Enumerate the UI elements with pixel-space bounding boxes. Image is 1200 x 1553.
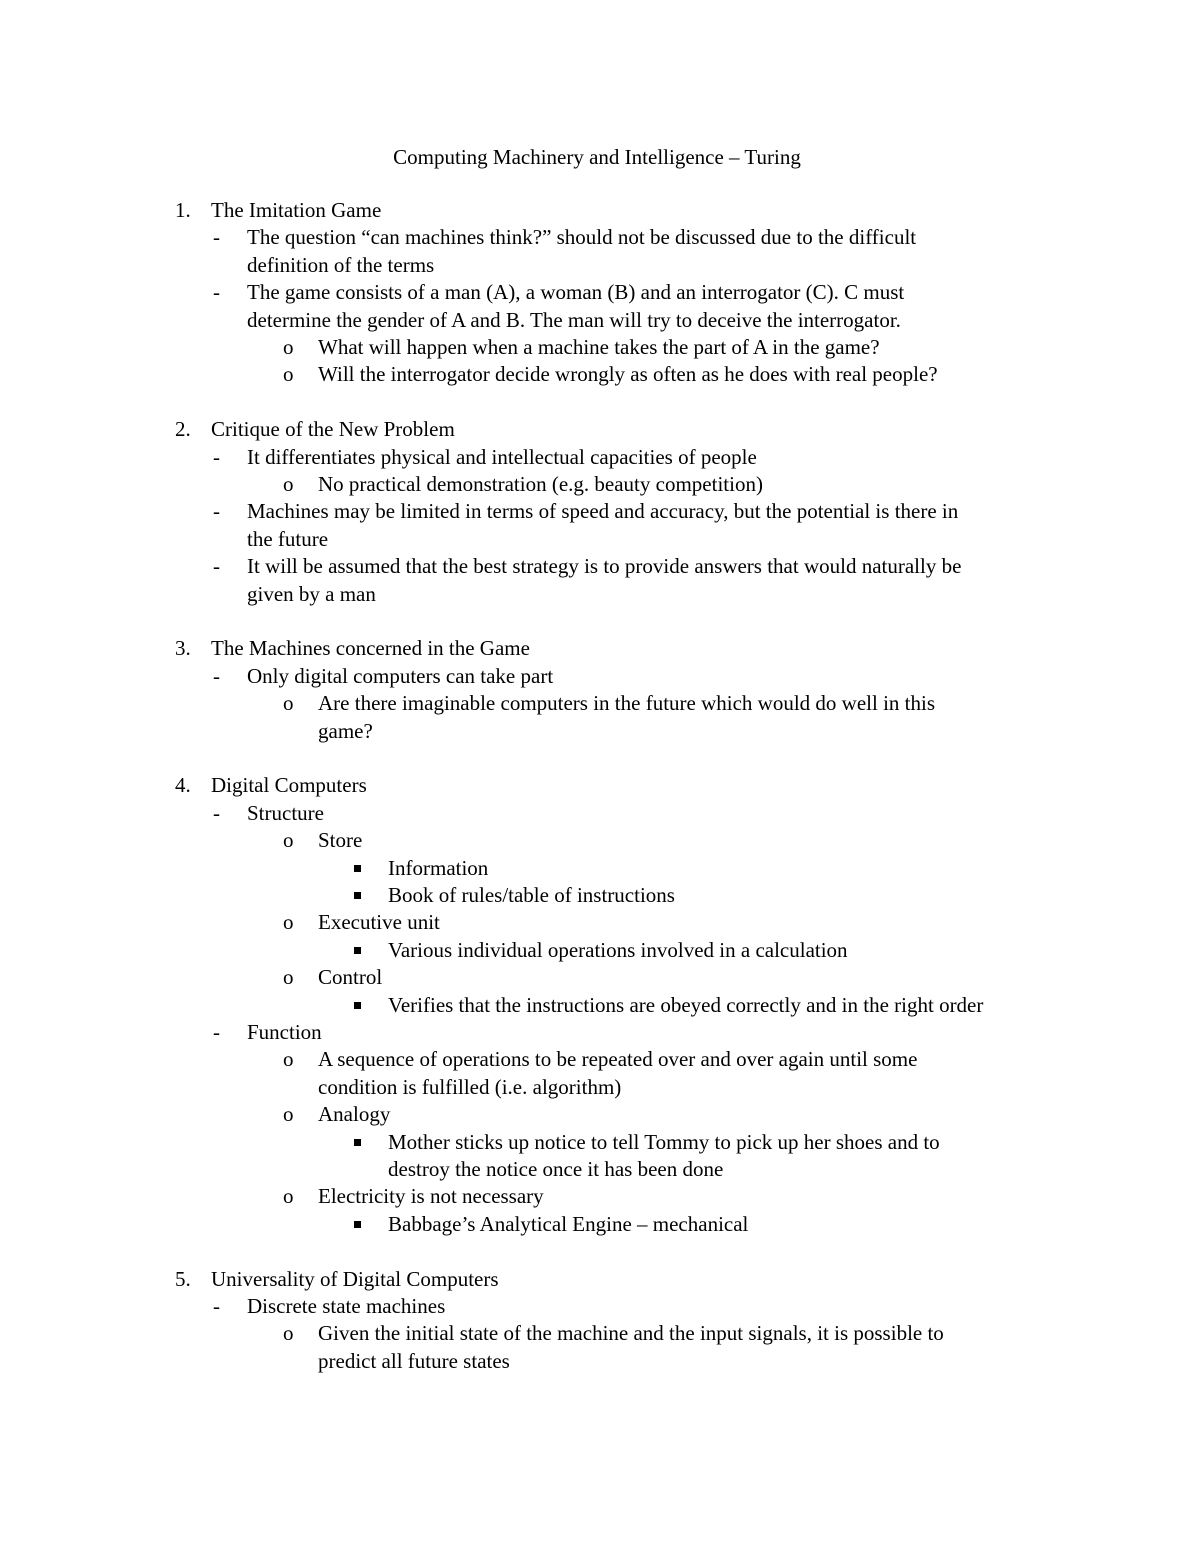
sub-item-text: Are there imaginable computers in the future which would do well in this <box>318 691 936 716</box>
circle-bullet: o <box>283 691 294 716</box>
circle-bullet: o <box>283 910 294 935</box>
list-item-text: Discrete state machines <box>247 1294 446 1318</box>
circle-bullet: o <box>283 1321 294 1346</box>
sub-sub-item-text: Verifies that the instructions are obeyed correctly and in the right order <box>388 992 984 1017</box>
circle-bullet: o <box>283 1047 294 1072</box>
sub-item-text: Electricity is not necessary <box>318 1184 544 1209</box>
sub-sub-item-text: Various individual operations involved in a calculation <box>388 937 848 962</box>
list-item-text: The game consists of a man (A), a woman (B) and an interrogator (C). C must <box>247 280 905 305</box>
dash-bullet: - <box>213 444 220 469</box>
section-heading: Universality of Digital Computers <box>211 1266 499 1291</box>
square-bullet-icon <box>354 1002 361 1009</box>
dash-bullet: - <box>213 663 220 688</box>
square-bullet-icon <box>354 892 361 899</box>
section-heading: Critique of the New Problem <box>211 417 455 442</box>
list-item-text: Structure <box>247 800 324 825</box>
list-item-text: Machines may be limited in terms of speed and accuracy, but the potential is there in <box>247 499 959 524</box>
list-item-text: It differentiates physical and intellectual capacities of people <box>247 444 757 469</box>
document-title: Computing Machinery and Intelligence – Turing <box>393 145 801 169</box>
section-number: 2. <box>175 417 191 442</box>
sub-item-text: Analogy <box>318 1102 391 1127</box>
circle-bullet: o <box>283 472 294 496</box>
section-heading: The Machines concerned in the Game <box>211 636 530 661</box>
section-number: 1. <box>175 198 191 222</box>
sub-sub-item-text: Mother sticks up notice to tell Tommy to pick up her shoes and to <box>388 1129 940 1154</box>
sub-item-text: What will happen when a machine takes the part of A in the game? <box>318 335 880 359</box>
sub-item-text: Executive unit <box>318 910 440 935</box>
circle-bullet: o <box>283 362 294 387</box>
sub-item-text: Will the interrogator decide wrongly as often as he does with real people? <box>318 362 938 387</box>
sub-sub-item-text: Information <box>388 855 489 880</box>
list-item-text: Only digital computers can take part <box>247 663 554 688</box>
section-heading: Digital Computers <box>211 773 367 798</box>
list-item-text: The question “can machines think?” should not be discussed due to the difficult <box>247 225 917 250</box>
dash-bullet: - <box>213 1020 220 1044</box>
circle-bullet: o <box>283 1102 294 1127</box>
sub-sub-item-text: Book of rules/table of instructions <box>388 883 675 907</box>
dash-bullet: - <box>213 225 220 250</box>
circle-bullet: o <box>283 828 294 853</box>
dash-bullet: - <box>213 800 220 825</box>
sub-item-text: Given the initial state of the machine and the input signals, it is possible to <box>318 1321 944 1346</box>
sub-item-text: A sequence of operations to be repeated over and over again until some <box>318 1047 918 1072</box>
section-number: 4. <box>175 773 191 798</box>
square-bullet-icon <box>354 865 361 872</box>
list-item-text: Function <box>247 1020 322 1044</box>
list-item-text: determine the gender of A and B. The man will try to deceive the interrogator. <box>247 307 901 332</box>
circle-bullet: o <box>283 1184 294 1209</box>
square-bullet-icon <box>354 1139 361 1146</box>
sub-sub-item-text: destroy the notice once it has been done <box>388 1157 724 1181</box>
section-number: 3. <box>175 636 191 661</box>
sub-item-text: condition is fulfilled (i.e. algorithm) <box>318 1074 622 1099</box>
dash-bullet: - <box>213 499 220 524</box>
square-bullet-icon <box>354 1221 361 1228</box>
square-bullet-icon <box>354 947 361 954</box>
list-item-text: the future <box>247 526 329 551</box>
sub-item-text: game? <box>318 718 373 743</box>
dash-bullet: - <box>213 280 220 305</box>
sub-sub-item-text: Babbage’s Analytical Engine – mechanical <box>388 1211 749 1236</box>
section-heading: The Imitation Game <box>211 198 382 222</box>
list-item-text: definition of the terms <box>247 252 435 277</box>
sub-item-text: Control <box>318 965 383 990</box>
list-item-text: It will be assumed that the best strategy is to provide answers that would naturally be <box>247 554 962 579</box>
sub-item-text: No practical demonstration (e.g. beauty competition) <box>318 472 763 496</box>
sub-item-text: predict all future states <box>318 1348 510 1373</box>
dash-bullet: - <box>213 554 220 579</box>
list-item-text: given by a man <box>247 581 376 606</box>
dash-bullet: - <box>213 1294 220 1318</box>
section-number: 5. <box>175 1266 191 1291</box>
circle-bullet: o <box>283 335 294 359</box>
circle-bullet: o <box>283 965 294 990</box>
sub-item-text: Store <box>318 828 363 853</box>
